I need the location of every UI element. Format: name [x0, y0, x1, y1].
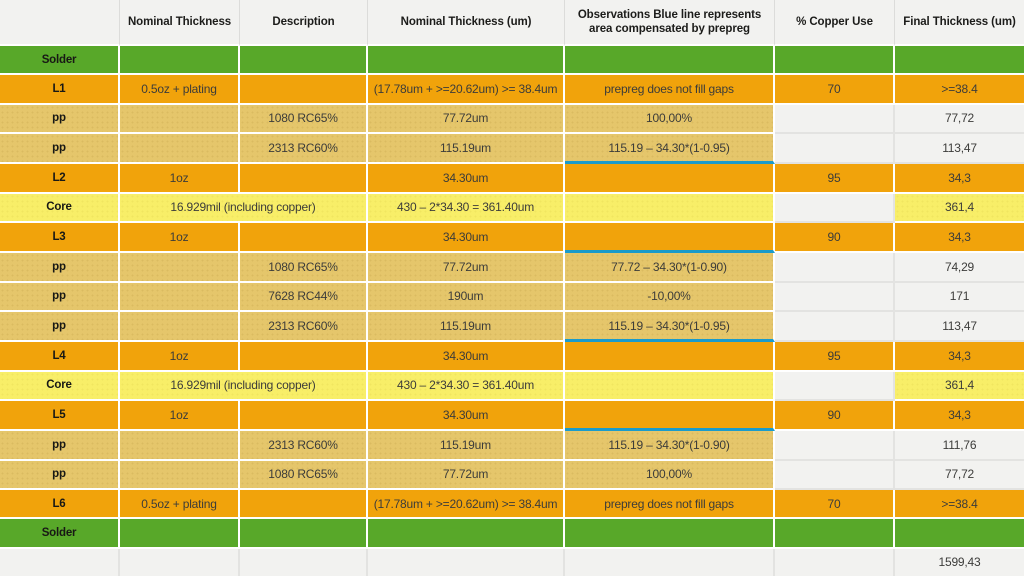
cell-copper: 70 — [775, 75, 895, 104]
table-row-l6-15 — [0, 490, 1024, 519]
cell-description — [240, 75, 368, 104]
cell-description: 7628 RC44% — [240, 283, 368, 312]
cell-description — [240, 549, 368, 576]
table-row-pp-7 — [0, 253, 1024, 282]
cell-final: 34,3 — [895, 401, 1024, 431]
cell-final: 361,4 — [895, 372, 1024, 401]
cell-nominal — [120, 283, 240, 312]
cell-final: 113,47 — [895, 312, 1024, 342]
cell-description: 1080 RC65% — [240, 105, 368, 134]
cell-final: 34,3 — [895, 342, 1024, 371]
cell-observations — [565, 519, 775, 548]
cell-nominal — [120, 519, 240, 548]
cell-layer: pp — [0, 312, 120, 342]
header-row — [0, 0, 1024, 46]
cell-copper: 95 — [775, 342, 895, 371]
table-row-pp-13 — [0, 431, 1024, 460]
cell-final: >=38.4 — [895, 75, 1024, 104]
cell-nominal_um: 115.19um — [368, 431, 565, 460]
table-row-solder-0 — [0, 46, 1024, 75]
table-row-pp-14 — [0, 461, 1024, 490]
table-row-l3-6 — [0, 223, 1024, 253]
cell-description: 2313 RC60% — [240, 431, 368, 460]
cell-observations — [565, 194, 775, 223]
cell-copper — [775, 105, 895, 134]
cell-observations — [565, 46, 775, 75]
cell-observations: -10,00% — [565, 283, 775, 312]
cell-layer: L3 — [0, 223, 120, 253]
cell-final: 77,72 — [895, 461, 1024, 490]
table-row-pp-8 — [0, 283, 1024, 312]
cell-final: 77,72 — [895, 105, 1024, 134]
cell-description: 2313 RC60% — [240, 134, 368, 164]
cell-nominal_um: 77.72um — [368, 461, 565, 490]
cell-description — [240, 223, 368, 253]
cell-final: 34,3 — [895, 223, 1024, 253]
cell-nominal — [120, 431, 240, 460]
column-header-final: Final Thickness (um) — [895, 0, 1024, 46]
cell-copper: 90 — [775, 223, 895, 253]
cell-observations — [565, 342, 775, 371]
table-row-pp-3 — [0, 134, 1024, 164]
cell-description: 1080 RC65% — [240, 461, 368, 490]
cell-description — [240, 401, 368, 431]
cell-layer: L1 — [0, 75, 120, 104]
cell-final: 34,3 — [895, 164, 1024, 193]
cell-final — [895, 46, 1024, 75]
cell-observations — [565, 372, 775, 401]
cell-copper — [775, 519, 895, 548]
cell-nominal: 1oz — [120, 401, 240, 431]
cell-layer: pp — [0, 253, 120, 282]
cell-nominal: 0.5oz + plating — [120, 490, 240, 519]
table-row-pp-9 — [0, 312, 1024, 342]
cell-layer: L6 — [0, 490, 120, 519]
cell-copper — [775, 194, 895, 223]
column-header-nominal_um: Nominal Thickness (um) — [368, 0, 565, 46]
cell-nominal — [120, 461, 240, 490]
cell-copper — [775, 312, 895, 342]
cell-copper: 90 — [775, 401, 895, 431]
cell-description — [240, 46, 368, 75]
cell-final: 1599,43 — [895, 549, 1024, 576]
cell-final: 171 — [895, 283, 1024, 312]
cell-nominal_um: 115.19um — [368, 134, 565, 164]
cell-nominal_um: (17.78um + >=20.62um) >= 38.4um — [368, 490, 565, 519]
cell-nominal — [120, 46, 240, 75]
cell-nominal — [120, 549, 240, 576]
table-row-core-11 — [0, 372, 1024, 401]
cell-nominal_um: 430 – 2*34.30 = 361.40um — [368, 194, 565, 223]
cell-nominal — [120, 312, 240, 342]
table-row-solder-16 — [0, 519, 1024, 548]
cell-observations — [565, 401, 775, 431]
cell-final: 361,4 — [895, 194, 1024, 223]
cell-nominal_um: (17.78um + >=20.62um) >= 38.4um — [368, 75, 565, 104]
column-header-nominal: Nominal Thickness — [120, 0, 240, 46]
cell-layer: L4 — [0, 342, 120, 371]
cell-observations: 115.19 – 34.30*(1-0.95) — [565, 312, 775, 342]
cell-layer: pp — [0, 283, 120, 312]
cell-nominal_um: 115.19um — [368, 312, 565, 342]
cell-nominal: 1oz — [120, 223, 240, 253]
cell-observations: prepreg does not fill gaps — [565, 75, 775, 104]
table-row-l2-4 — [0, 164, 1024, 193]
cell-copper — [775, 431, 895, 460]
cell-nominal — [120, 134, 240, 164]
cell-observations — [565, 164, 775, 193]
cell-observations: prepreg does not fill gaps — [565, 490, 775, 519]
cell-copper: 70 — [775, 490, 895, 519]
table-row-l1-1 — [0, 75, 1024, 104]
cell-final — [895, 519, 1024, 548]
cell-nominal: 1oz — [120, 164, 240, 193]
column-header-observations: Observations Blue line represents area compensated by prepreg — [565, 0, 775, 46]
cell-description: 2313 RC60% — [240, 312, 368, 342]
cell-observations — [565, 223, 775, 253]
table-body — [0, 46, 1024, 576]
cell-nominal_um — [368, 46, 565, 75]
cell-nominal_um: 77.72um — [368, 105, 565, 134]
cell-observations: 100,00% — [565, 105, 775, 134]
cell-final: 113,47 — [895, 134, 1024, 164]
cell-layer: L5 — [0, 401, 120, 431]
cell-description — [240, 490, 368, 519]
cell-nominal_um: 34.30um — [368, 342, 565, 371]
cell-layer — [0, 549, 120, 576]
cell-copper — [775, 134, 895, 164]
table-row-core-5 — [0, 194, 1024, 223]
cell-nominal: 16.929mil (including copper) — [120, 194, 368, 223]
cell-nominal — [120, 253, 240, 282]
cell-final: 74,29 — [895, 253, 1024, 282]
column-header-layer — [0, 0, 120, 46]
cell-observations: 100,00% — [565, 461, 775, 490]
cell-nominal_um: 77.72um — [368, 253, 565, 282]
cell-copper: 95 — [775, 164, 895, 193]
cell-nominal — [120, 105, 240, 134]
cell-copper — [775, 46, 895, 75]
cell-layer: Core — [0, 372, 120, 401]
cell-description — [240, 342, 368, 371]
cell-nominal_um — [368, 549, 565, 576]
table-row-pp-2 — [0, 105, 1024, 134]
cell-copper — [775, 283, 895, 312]
cell-nominal_um: 190um — [368, 283, 565, 312]
table-row-l5-12 — [0, 401, 1024, 431]
cell-copper — [775, 461, 895, 490]
cell-layer: Core — [0, 194, 120, 223]
column-header-copper: % Copper Use — [775, 0, 895, 46]
cell-layer: pp — [0, 461, 120, 490]
cell-observations: 115.19 – 34.30*(1-0.95) — [565, 134, 775, 164]
cell-nominal_um: 34.30um — [368, 401, 565, 431]
cell-layer: Solder — [0, 46, 120, 75]
cell-layer: pp — [0, 134, 120, 164]
cell-observations — [565, 549, 775, 576]
table-row-total — [0, 549, 1024, 576]
cell-nominal_um: 34.30um — [368, 164, 565, 193]
cell-nominal_um — [368, 519, 565, 548]
cell-nominal: 0.5oz + plating — [120, 75, 240, 104]
cell-observations: 115.19 – 34.30*(1-0.90) — [565, 431, 775, 460]
cell-final: 111,76 — [895, 431, 1024, 460]
table-row-l4-10 — [0, 342, 1024, 371]
cell-nominal: 1oz — [120, 342, 240, 371]
cell-final: >=38.4 — [895, 490, 1024, 519]
cell-nominal_um: 430 – 2*34.30 = 361.40um — [368, 372, 565, 401]
cell-description: 1080 RC65% — [240, 253, 368, 282]
cell-copper — [775, 253, 895, 282]
cell-description — [240, 164, 368, 193]
cell-nominal_um: 34.30um — [368, 223, 565, 253]
cell-layer: pp — [0, 431, 120, 460]
column-header-description: Description — [240, 0, 368, 46]
cell-copper — [775, 372, 895, 401]
cell-observations: 77.72 – 34.30*(1-0.90) — [565, 253, 775, 282]
cell-layer: Solder — [0, 519, 120, 548]
cell-nominal: 16.929mil (including copper) — [120, 372, 368, 401]
cell-copper — [775, 549, 895, 576]
cell-layer: pp — [0, 105, 120, 134]
cell-layer: L2 — [0, 164, 120, 193]
cell-description — [240, 519, 368, 548]
